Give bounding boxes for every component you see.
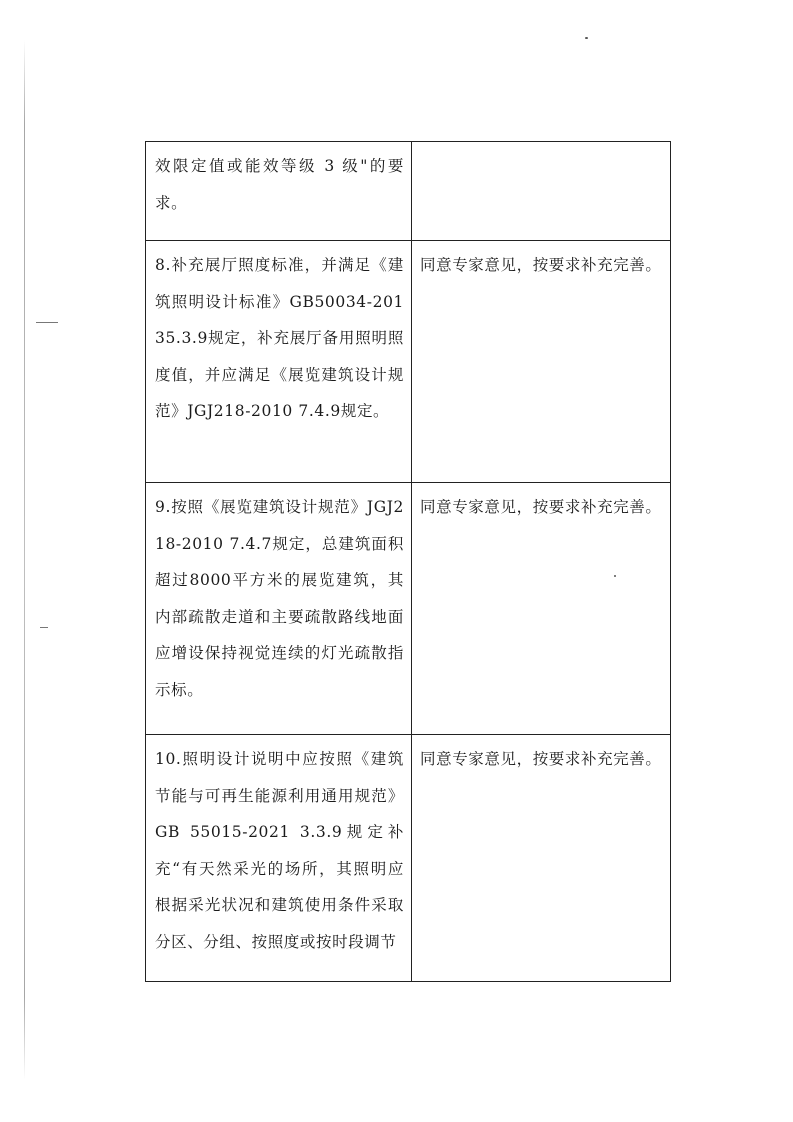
expert-opinion-cell — [146, 735, 412, 982]
response-text — [412, 142, 670, 152]
response-text: 同意专家意见，按要求补充完善。 — [420, 498, 662, 516]
expert-opinion-cell — [146, 142, 412, 241]
response-cell — [412, 735, 671, 982]
review-response-table — [145, 141, 671, 982]
scan-speck — [585, 37, 588, 39]
scan-mark — [36, 322, 58, 323]
expert-opinion-text: 效限定值或能效等级 3 级"的要求。 — [155, 157, 404, 212]
expert-opinion-text: 8.补充展厅照度标准，并满足《建筑照明设计标准》GB50034-20135.3.9规定，补充展厅备用照明照度值，并应满足《展览建筑设计规范》JGJ218-2010 7.4.9规定。 — [155, 256, 404, 420]
response-cell — [412, 483, 671, 735]
expert-opinion-text: 10.照明设计说明中应按照《建筑节能与可再生能源利用通用规范》GB 55015-2021 3.3.9规定补充“有天然采光的场所，其照明应根据采光状况和建筑使用条件采取分区、分组、按照度或按时段调节 — [155, 750, 404, 951]
expert-opinion-cell — [146, 241, 412, 483]
scan-edge-line — [24, 40, 25, 1080]
response-cell — [412, 142, 671, 241]
scan-mark — [40, 627, 48, 628]
expert-opinion-cell — [146, 483, 412, 735]
response-cell — [412, 241, 671, 483]
table-row — [146, 142, 671, 241]
table-row — [146, 483, 671, 735]
table-row — [146, 735, 671, 982]
expert-opinion-text: 9.按照《展览建筑设计规范》JGJ218-2010 7.4.7规定，总建筑面积超过8000平方米的展览建筑，其内部疏散走道和主要疏散路线地面应增设保持视觉连续的灯光疏散指示标。 — [155, 498, 404, 699]
response-text: 同意专家意见，按要求补充完善。 — [420, 750, 662, 768]
table-row — [146, 241, 671, 483]
response-text: 同意专家意见，按要求补充完善。 — [420, 256, 662, 274]
